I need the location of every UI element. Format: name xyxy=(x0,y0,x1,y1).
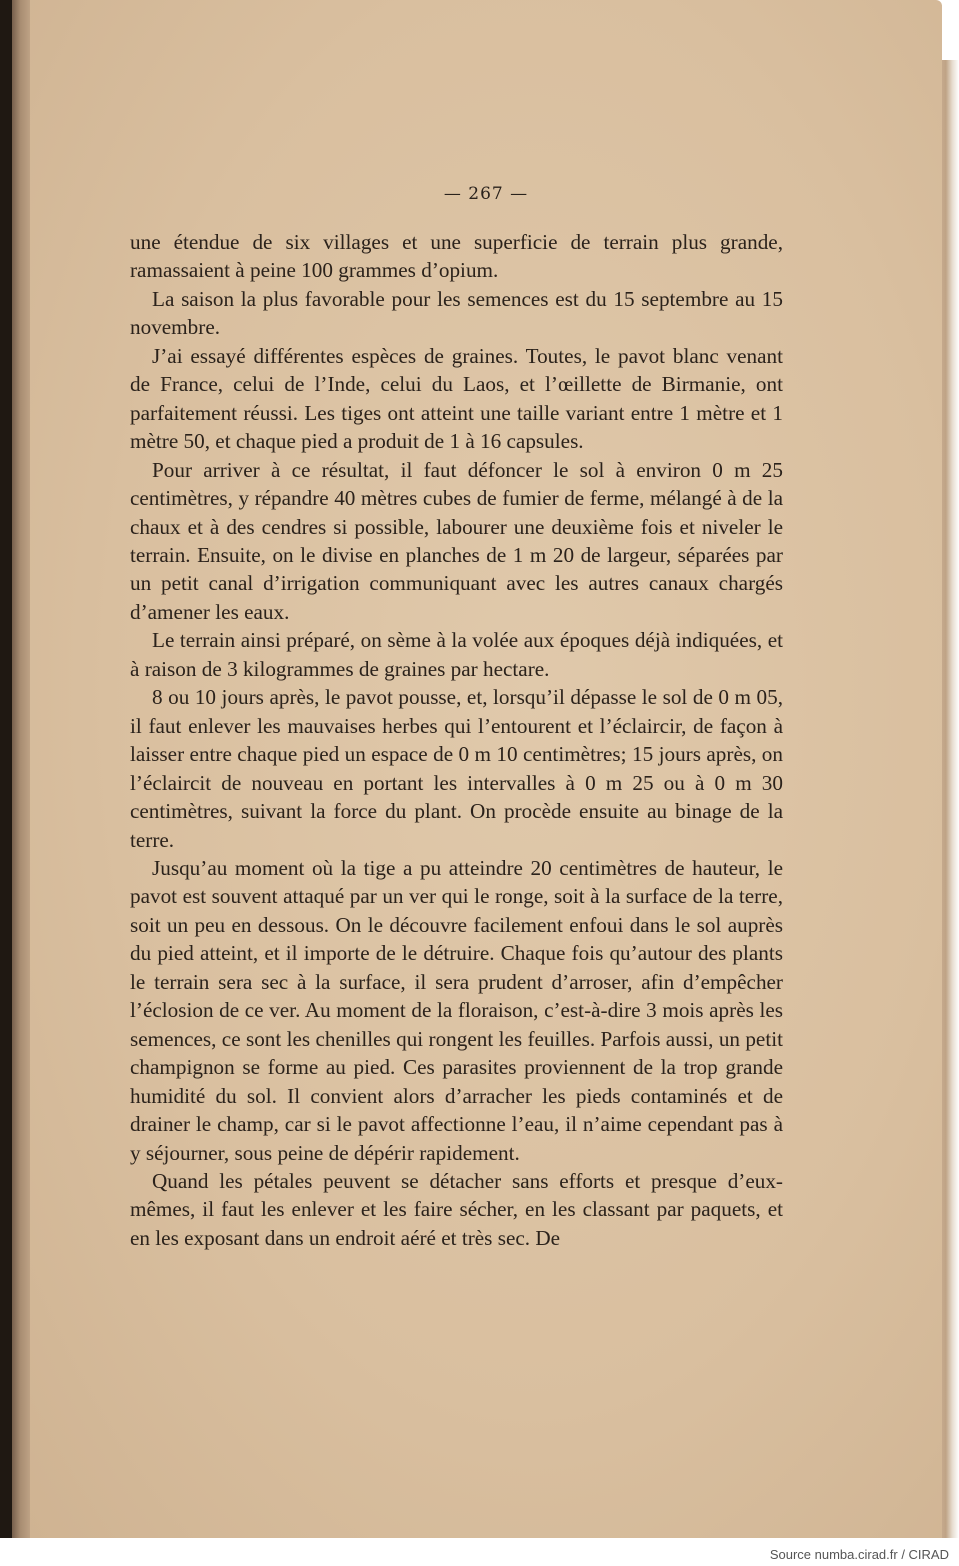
paragraph-2: La saison la plus favorable pour les semences est du 15 septembre au 15 novembre. xyxy=(130,286,783,340)
source-credit: Source numba.cirad.fr / CIRAD xyxy=(769,1547,949,1562)
book-page xyxy=(30,0,942,1538)
paragraph-5: Le terrain ainsi préparé, on sème à la volée aux époques déjà indiquées, et à raison de 3 kilogrammes de graines par hectare. xyxy=(130,628,783,681)
book-binding-shadow xyxy=(0,0,12,1538)
paragraph-3: J’ai essayé différentes espèces de graines. Toutes, le pavot blanc venant de France, celui de l’Inde, celui du Laos, et l’œillette de Birmanie, ont parfaitement réussi. Les tiges ont atteint une taille variant entre 1 mètre et 1 mètre 50, et chaque pied a produit de 1 à 16 capsules. xyxy=(130,343,783,454)
body-text xyxy=(130,228,783,1252)
paragraph-7: Jusqu’au moment où la tige a pu atteindre 20 centimètres de hauteur, le pavot est souvent attaqué par un ver qui le ronge, soit à la surface de la terre, soit un peu en dessous. On le découvre facilement enfoui dans le sol auprès du pied atteint, et il importe de le détruire. Chaque fois qu’autour des plants le terrain sera sec à la surface, il sera prudent d’arroser, afin d’empêcher l’éclosion de ce ver. Au moment de la floraison, c’est-à-dire 3 mois après les semences, ce sont les chenilles qui rongent les feuilles. Parfois aussi, un petit champignon se forme au pied. Ces parasites proviennent de la trop grande humidité du sol. Il convient alors d’arracher les pieds contaminés et de drainer le champ, car si le pavot affectionne l’eau, il n’aime cependant pas à y séjourner, sous peine de dépérir rapidement. xyxy=(130,855,783,1165)
paragraph-1: une étendue de six villages et une superficie de terrain plus grande, ramassaient à peine 100 grammes d’opium. xyxy=(130,230,783,283)
paragraph-6: 8 ou 10 jours après, le pavot pousse, et, lorsqu’il dépasse le sol de 0 m 05, il faut enlever les mauvaises herbes qui l’entourent et l’éclaircir, de façon à laisser entre chaque pied un espace de 0 m 10 centimètres; 15 jours après, on l’éclaircit de nouveau en portant les intervalles à 0 m 25 ou à 0 m 30 centimètres, suivant la force du plant. On procède ensuite au binage de la terre. xyxy=(130,685,783,852)
page-number: — 267 — xyxy=(443,184,529,204)
paragraph-8: Quand les pétales peuvent se détacher sans efforts et presque d’eux-mêmes, il faut les enlever et les faire sécher, en les classant par paquets, et en les exposant dans un endroit aéré et très sec. De xyxy=(130,1168,783,1250)
paragraph-4: Pour arriver à ce résultat, il faut défoncer le sol à environ 0 m 25 centimètres, y répandre 40 mètres cubes de fumier de ferme, mélangé à de la chaux et à des cendres si possible, labourer une deuxième fois et niveler le terrain. Ensuite, on le divise en planches de 1 m 20 de largeur, séparées par un petit canal d’irrigation communiquant avec les autres canaux chargés d’amener les eaux. xyxy=(130,457,783,624)
